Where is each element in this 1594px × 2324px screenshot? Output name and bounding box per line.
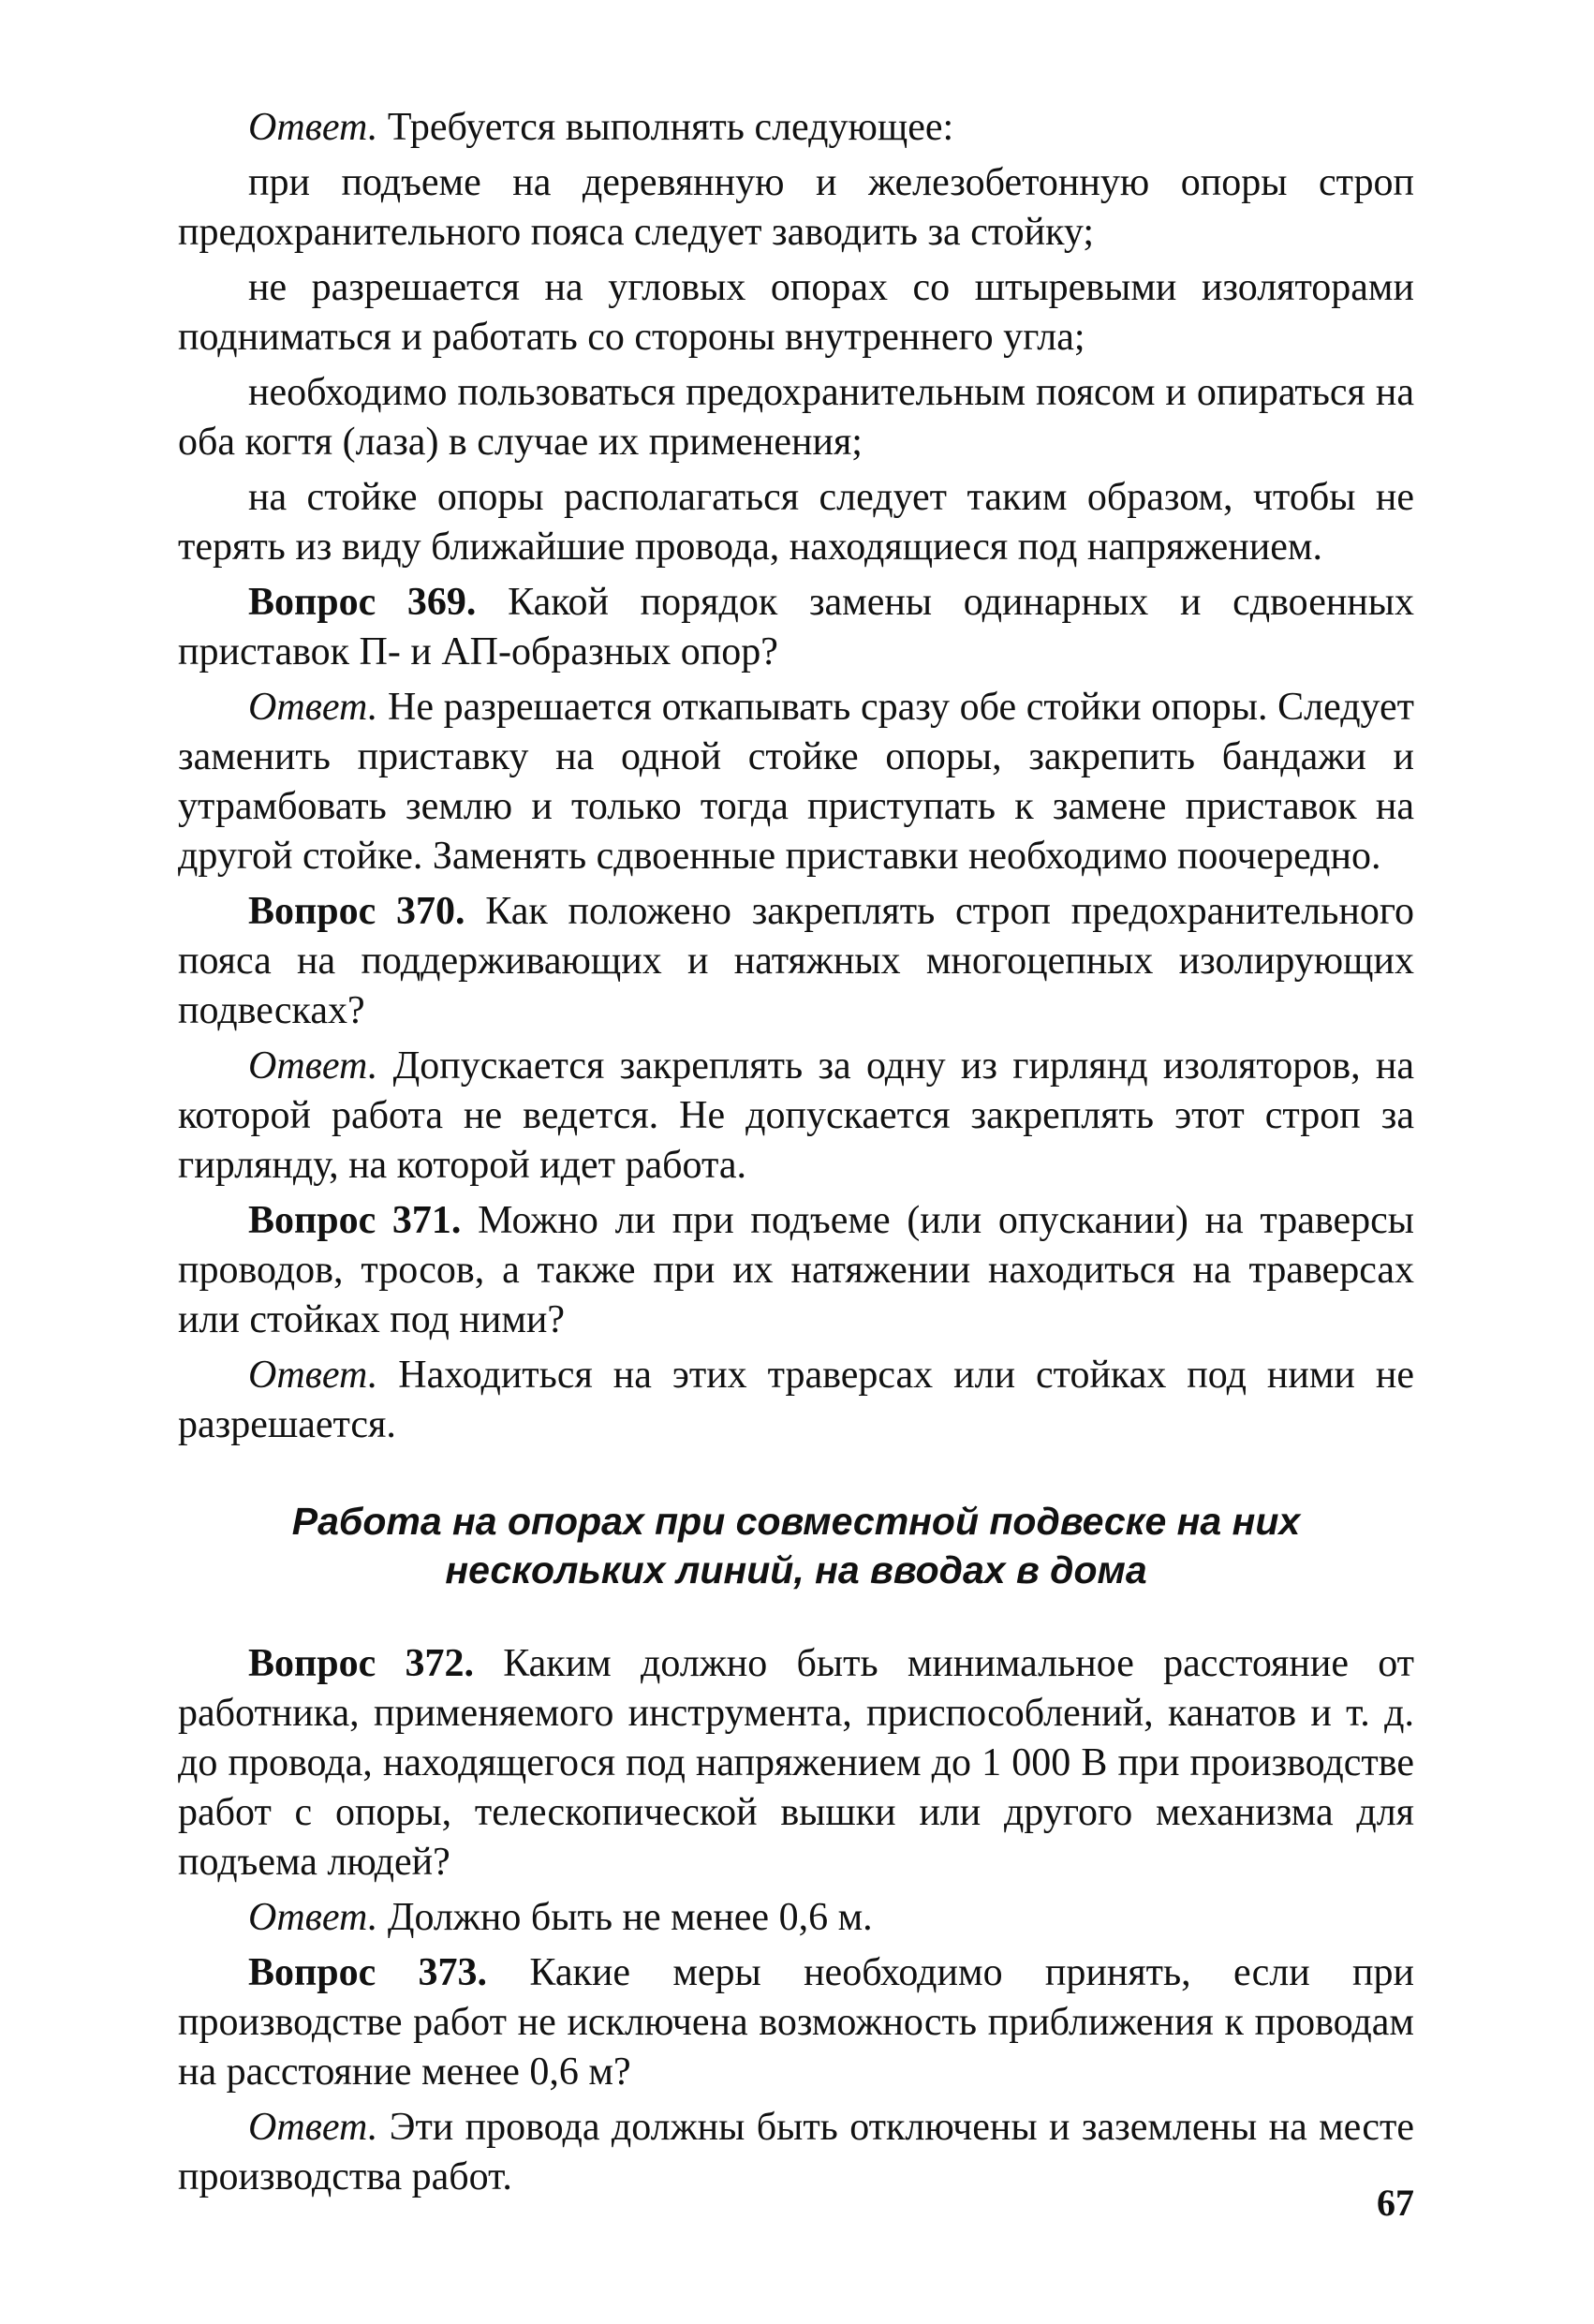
list-paragraph: необходимо пользоваться предохранительным поясом и опираться на оба когтя (лаза) в случае их применения; bbox=[178, 371, 1414, 464]
answer-text: Эти провода должны быть отключены и заземлены на месте производства работ. bbox=[178, 2106, 1415, 2198]
answer-text: Не разрешается откапывать сразу обе стойки опоры. Следует заменить приставку на одной стойке опоры, закрепить бандажи и утрамбовать землю и только тогда приступать к замене приставок на другой стойке. Заменять сдвоенные приставки необходимо поочередно. bbox=[178, 686, 1414, 878]
list-paragraph: не разрешается на угловых опорах со штыревыми изоляторами подниматься и работать со стороны внутреннего угла; bbox=[178, 266, 1414, 359]
question-label: Вопрос 370. bbox=[248, 890, 465, 933]
question-paragraph bbox=[178, 1948, 1414, 2097]
answer-label: Ответ. bbox=[248, 1896, 378, 1939]
question-label: Вопрос 371. bbox=[248, 1199, 462, 1242]
answer-text: Допускается закреплять за одну из гирлянд изоляторов, на которой работа не ведется. Не допускается закреплять этот строп за гирлянду, на которой идет работа. bbox=[178, 1044, 1414, 1187]
answer-label: Ответ. bbox=[248, 1354, 378, 1397]
answer-text: Находиться на этих траверсах или стойках под ними не разрешается. bbox=[178, 1354, 1414, 1446]
answer-paragraph bbox=[178, 1893, 1414, 1943]
answer-paragraph bbox=[178, 2103, 1414, 2202]
answer-label: Ответ. bbox=[248, 1044, 378, 1088]
answer-paragraph bbox=[178, 1351, 1414, 1450]
page-number: 67 bbox=[1377, 2182, 1414, 2224]
answer-label: Ответ. bbox=[248, 106, 378, 149]
question-label: Вопрос 369. bbox=[248, 581, 477, 624]
answer-paragraph bbox=[178, 103, 1414, 153]
section-heading-line: нескольких линий, на вводах в дома bbox=[445, 1548, 1147, 1591]
section-heading bbox=[178, 1497, 1414, 1594]
answer-text: Должно быть не менее 0,6 м. bbox=[387, 1896, 873, 1939]
list-paragraph: на стойке опоры располагаться следует таким образом, чтобы не терять из виду ближайшие провода, находящиеся под напряжением. bbox=[178, 476, 1414, 569]
question-text: Как положено закреплять строп предохранительного пояса на поддерживающих и натяжных многоцепных изолирующих подвесках? bbox=[178, 890, 1415, 1032]
question-text: Какие меры необходимо принять, если при производстве работ не исключена возможность приближения к проводам на расстояние менее 0,6 м? bbox=[178, 1951, 1415, 2094]
answer-label: Ответ. bbox=[248, 2106, 378, 2149]
question-text: Какой порядок замены одинарных и сдвоенных приставок П- и АП-образных опор? bbox=[178, 581, 1415, 674]
question-text: Каким должно быть минимальное расстояние от работника, применяемого инструмента, приспособлений, канатов и т. д. до провода, находящегося под напряжением до 1 000 В при производстве работ с опоры, телескопической вышки или другого механизма для подъема людей? bbox=[178, 1642, 1415, 1884]
question-paragraph bbox=[178, 887, 1414, 1036]
question-paragraph bbox=[178, 1639, 1414, 1887]
question-text: Можно ли при подъеме (или опускании) на траверсы проводов, тросов, а также при их натяжении находиться на траверсах или стойках под ними? bbox=[178, 1199, 1414, 1341]
list-paragraph: при подъеме на деревянную и железобетонную опоры строп предохранительного пояса следует заводить за стойку; bbox=[178, 161, 1414, 254]
answer-paragraph bbox=[178, 683, 1414, 881]
question-paragraph bbox=[178, 1196, 1414, 1345]
page-text-body bbox=[178, 103, 1414, 2257]
section-heading-line: Работа на опорах при совместной подвеске на них bbox=[291, 1500, 1301, 1543]
answer-text: Требуется выполнять следующее: bbox=[387, 106, 954, 149]
question-paragraph bbox=[178, 578, 1414, 677]
answer-label: Ответ. bbox=[248, 686, 378, 729]
answer-paragraph bbox=[178, 1042, 1414, 1191]
question-label: Вопрос 373. bbox=[248, 1951, 488, 1994]
question-label: Вопрос 372. bbox=[248, 1642, 474, 1685]
